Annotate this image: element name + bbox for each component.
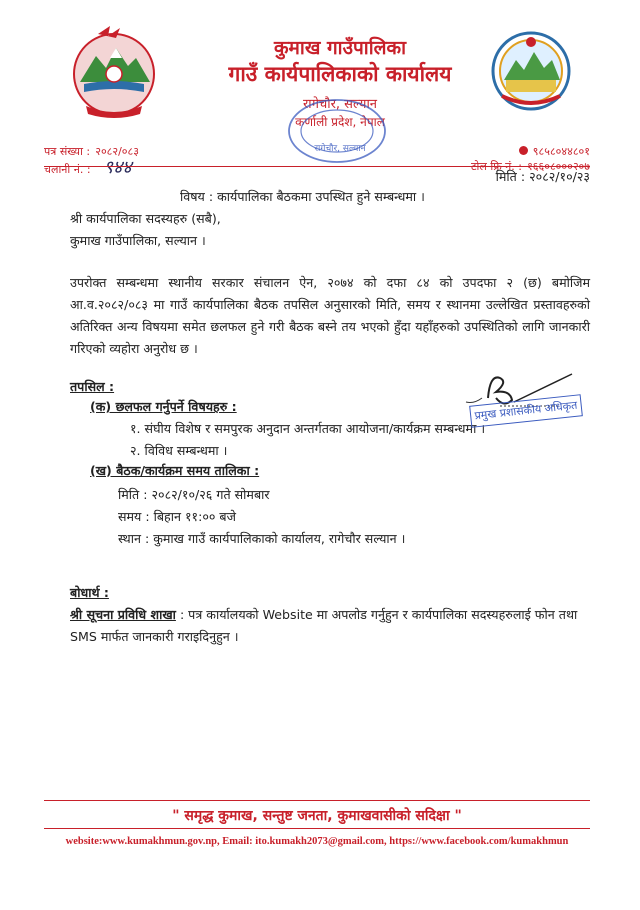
office-seal: [285, 96, 389, 166]
stamp-text: प्रमुख प्रशासकीय अधिकृत: [473, 398, 578, 423]
municipality-name: कुमाख गाउँपालिका: [273, 37, 407, 59]
section-b-heading: (ख) बैठक/कार्यक्रम समय तालिका :: [90, 463, 260, 478]
office-title: गाउँ कार्यपालिकाको कार्यालय: [228, 62, 452, 86]
agenda-item-2: २. विविध सम्बन्धमा ।: [130, 443, 228, 458]
letter-date: [480, 166, 590, 189]
it-section-name: श्री सूचना प्रविधि शाखा: [70, 607, 176, 622]
body-line-4: गरिएको व्यहोरा अनुरोध छ ।: [70, 341, 198, 356]
office-province: कर्णाली प्रदेश, नेपाल: [295, 115, 385, 129]
phone-icon: [519, 146, 528, 155]
tollfree-label: टोल फ्रि नं. :: [471, 160, 522, 173]
municipality-logo: [490, 28, 572, 114]
phone-number: ९८५८०४४८०१: [532, 145, 590, 158]
body-line-2: आ.व.२०८२/०८३ मा गाउँ कार्यपालिका बैठक तपसिल अनुसारको मिति, समय र स्थानमा उल्लेखित प्रस्तावहरुको: [70, 297, 590, 312]
bodharth-heading: बोधार्थ :: [70, 585, 109, 600]
footer-slogan: " समृद्ध कुमाख, सन्तुष्ट जनता, कुमाखवासीको सदिक्षा ": [172, 808, 462, 824]
bodharth-line-1: [70, 604, 590, 627]
subject-line: विषय : कार्यपालिका बैठकमा उपस्थित हुने सम्बन्धमा ।: [180, 189, 425, 204]
letter-number-label: पत्र संख्या :: [44, 145, 91, 158]
footer-divider-bottom: [44, 828, 590, 829]
section-a-heading: (क) छलफल गर्नुपर्ने विषयहरु :: [90, 399, 237, 414]
dispatch-number-value: ९४४: [103, 157, 132, 178]
body-line-1: उपरोक्त सम्बन्धमा स्थानीय सरकार संचालन ऐन, २०७४ को दफा ८४ को उपदफा २ (छ) बमोजिम: [70, 275, 590, 290]
agenda-item-1: १. संघीय विशेष र समपुरक अनुदान अन्तर्गतका आयोजना/कार्यक्रम सम्बन्धमा ।: [130, 421, 486, 436]
date-label: मिति :: [495, 169, 526, 184]
tollfree-number: १६६०८०००२०७: [527, 160, 590, 173]
date-value: २०८२/१०/२३: [529, 169, 590, 184]
office-address: रागेचौर, सल्यान: [302, 97, 378, 112]
letter-number-value: २०८२/०८३: [95, 145, 139, 158]
footer-divider-top: [44, 800, 590, 801]
recipient-line-2: कुमाख गाउँपालिका, सल्यान ।: [70, 233, 206, 248]
dispatch-number-row: [44, 155, 132, 179]
body-line-3: अतिरिक्त अन्य विषयमा समेत छलफल हुने गरी बैठक बस्ने तय भएको हुँदा यहाँहरुको उपस्थितिको लागि जानकारी: [70, 319, 590, 334]
seal-text: रागेचौर, सल्यान: [314, 144, 366, 154]
meeting-date: मिति : २०८२/१०/२६ गते सोमबार: [118, 487, 270, 502]
meeting-time: समय : बिहान ११:०० बजे: [118, 509, 236, 524]
bodharth-line-2: SMS मार्फत जानकारी गराइदिनुहुन ।: [70, 629, 239, 644]
tapsil-heading: तपसिल :: [70, 379, 115, 394]
recipient-line-1: श्री कार्यपालिका सदस्यहरु (सबै),: [70, 211, 221, 226]
meeting-place: स्थान : कुमाख गाउँ कार्यपालिकाको कार्यालय, रागेचौर सल्यान ।: [118, 531, 406, 546]
footer-contact: website:www.kumakhmun.gov.np, Email: ito.kumakh2073@gmail.com, https://www.facebook.com/kumakhmun: [65, 836, 569, 847]
dispatch-number-label: चलानी नं. :: [44, 163, 91, 176]
bodharth-text-1: : पत्र कार्यालयको Website मा अपलोड गर्नुहुन र कार्यपालिका सदस्यहरुलाई फोन तथा: [179, 607, 578, 622]
nepal-emblem-logo: [66, 22, 162, 122]
